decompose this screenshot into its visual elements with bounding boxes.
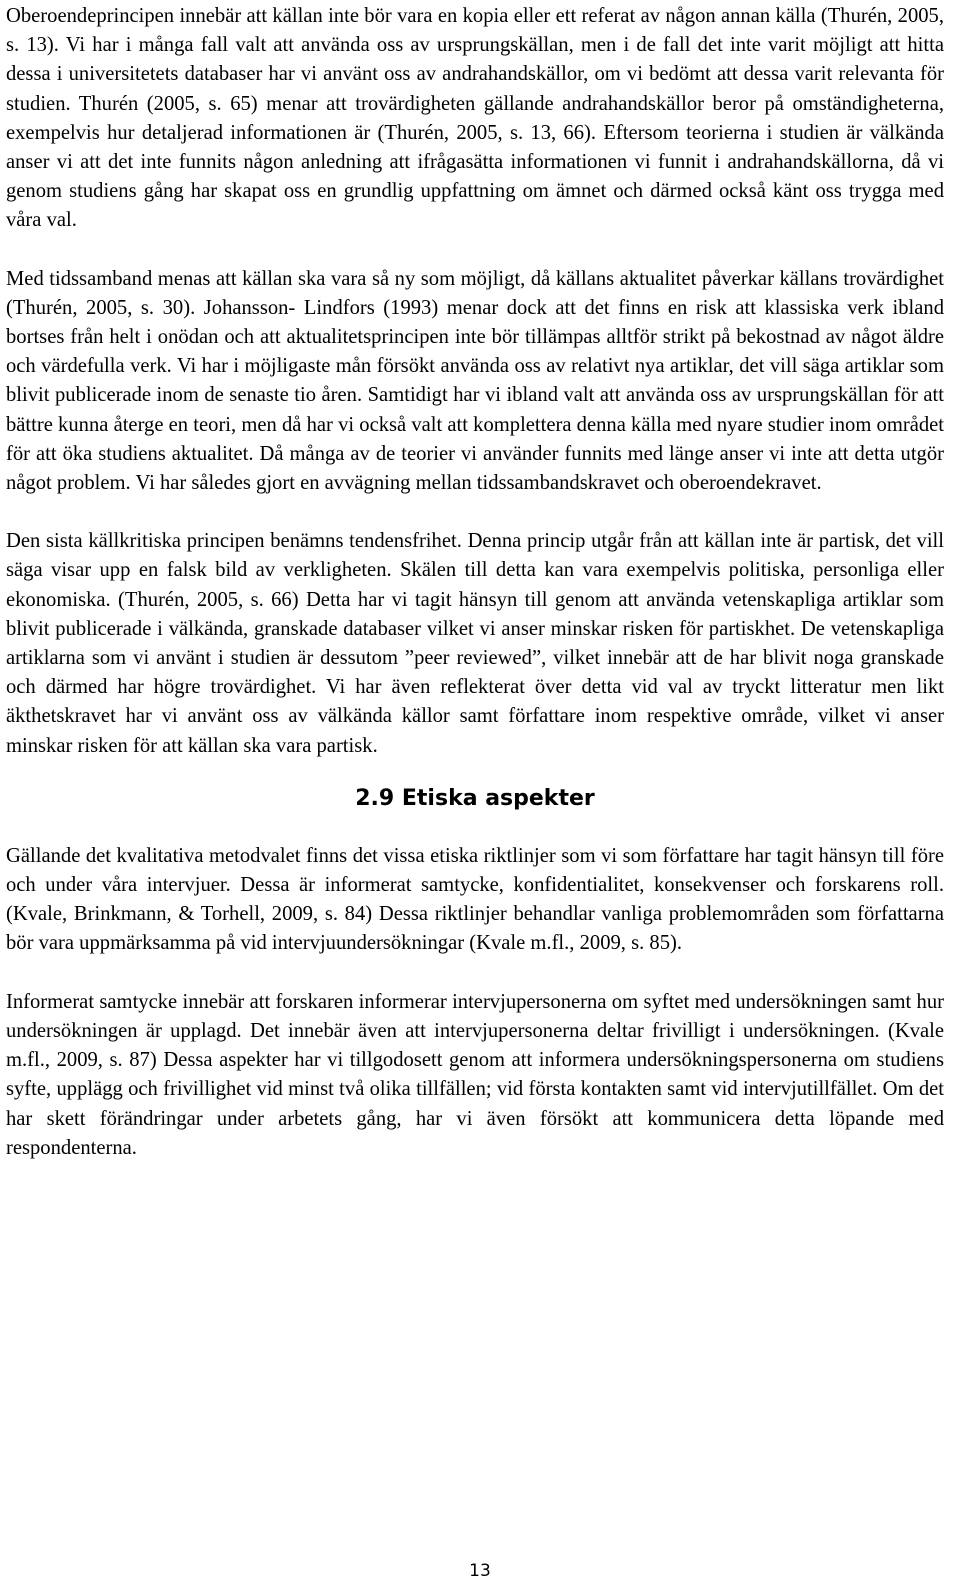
page-number: 13 [469, 1561, 491, 1581]
paragraph-informerat-samtycke: Informerat samtycke innebär att forskaren informerar intervjupersonerna om syftet med undersökningen samt hur undersökningen är upplagd. Det innebär även att intervjupersonerna deltar frivilligt i undersökningen. (Kvale m.fl., 2009, s. 87) Dessa aspekter har vi tillgodosett genom att informera undersökningspersonerna om studiens syfte, upplägg och frivillighet vid minst två olika tillfällen; vid första kontakten samt vid intervjutillfället. Om det har skett förändringar under arbetets gång, har vi även försökt att kommunicera detta löpande med respondenterna. [6, 990, 944, 1159]
paragraph-etiska-riktlinjer: Gällande det kvalitativa metodvalet finns det vissa etiska riktlinjer som vi som författare har tagit hänsyn till före och under våra intervjuer. Dessa är informerat samtycke, konfidentialitet, konsekvenser och forskarens roll. (Kvale, Brinkmann, & Torhell, 2009, s. 84) Dessa riktlinjer behandlar vanliga problemområden som författarna bör vara uppmärksamma på vid intervjuundersökningar (Kvale m.fl., 2009, s. 85). [6, 844, 944, 955]
paragraph-tendensfrihet: Den sista källkritiska principen benämns tendensfrihet. Denna princip utgår från att källan inte är partisk, det vill säga visar upp en falsk bild av verkligheten. Skälen till detta kan vara exempelvis politiska, personliga eller ekonomiska. (Thurén, 2005, s. 66) Detta har vi tagit hänsyn till genom att använda vetenskapliga artiklar som blivit publicerade i välkända, granskade databaser vilket vi anser minskar risken för partiskhet. De vetenskapliga artiklarna som vi använt i studien är dessutom ”peer reviewed”, vilket innebär att de har blivit noga granskade och därmed har högre trovärdighet. Vi har även reflekterat över detta vid val av tryckt litteratur men likt äkthetskravet har vi använt oss av välkända källor samt författare inom respektive område, vilket vi anser minskar risken för att källan ska vara partisk. [6, 530, 944, 757]
paragraph-oberoende: Oberoendeprincipen innebär att källan inte bör vara en kopia eller ett referat av någon annan källa (Thurén, 2005, s. 13). Vi har i många fall valt att använda oss av ursprungskällan, men i de fall det inte varit möjligt att hitta dessa i universitetets databaser har vi använt oss av andrahandskällor, om vi bedömt att dessa varit relevanta för studien. Thurén (2005, s. 65) menar att trovärdigheten gällande andrahandskällor beror på omständigheterna, exempelvis hur detaljerad informationen är (Thurén, 2005, s. 13, 66). Eftersom teorierna i studien är välkända anser vi att det inte funnits någon anledning att ifrågasätta informationen vi funnit i andrahandskällorna, då vi genom studiens gång har skapat oss en grundlig uppfattning om ämnet och därmed också känt oss trygga med våra val. [6, 5, 944, 232]
paragraph-tidssamband: Med tidssamband menas att källan ska vara så ny som möjligt, då källans aktualitet påverkar källans trovärdighet (Thurén, 2005, s. 30). Johansson- Lindfors (1993) menar dock att det finns en risk att klassiska verk ibland bortses från helt i onödan och att aktualitetsprincipen inte bör tillämpas alltför strikt på bekostnad av något äldre och värdefulla verk. Vi har i möjligaste mån försökt använda oss av relativt nya artiklar, det vill säga artiklar som blivit publicerade inom de senaste tio åren. Samtidigt har vi ibland valt att använda oss av ursprungskällan för att bättre kunna återge en teori, men då har vi också valt att komplettera denna källa med nyare studier inom området för att öka studiens aktualitet. Då många av de teorier vi använder funnits med länge anser vi inte att detta utgör något problem. Vi har således gjort en avvägning mellan tidssambandskravet och oberoendekravet. [6, 267, 944, 495]
section-heading: 2.9 Etiska aspekter [355, 785, 595, 811]
